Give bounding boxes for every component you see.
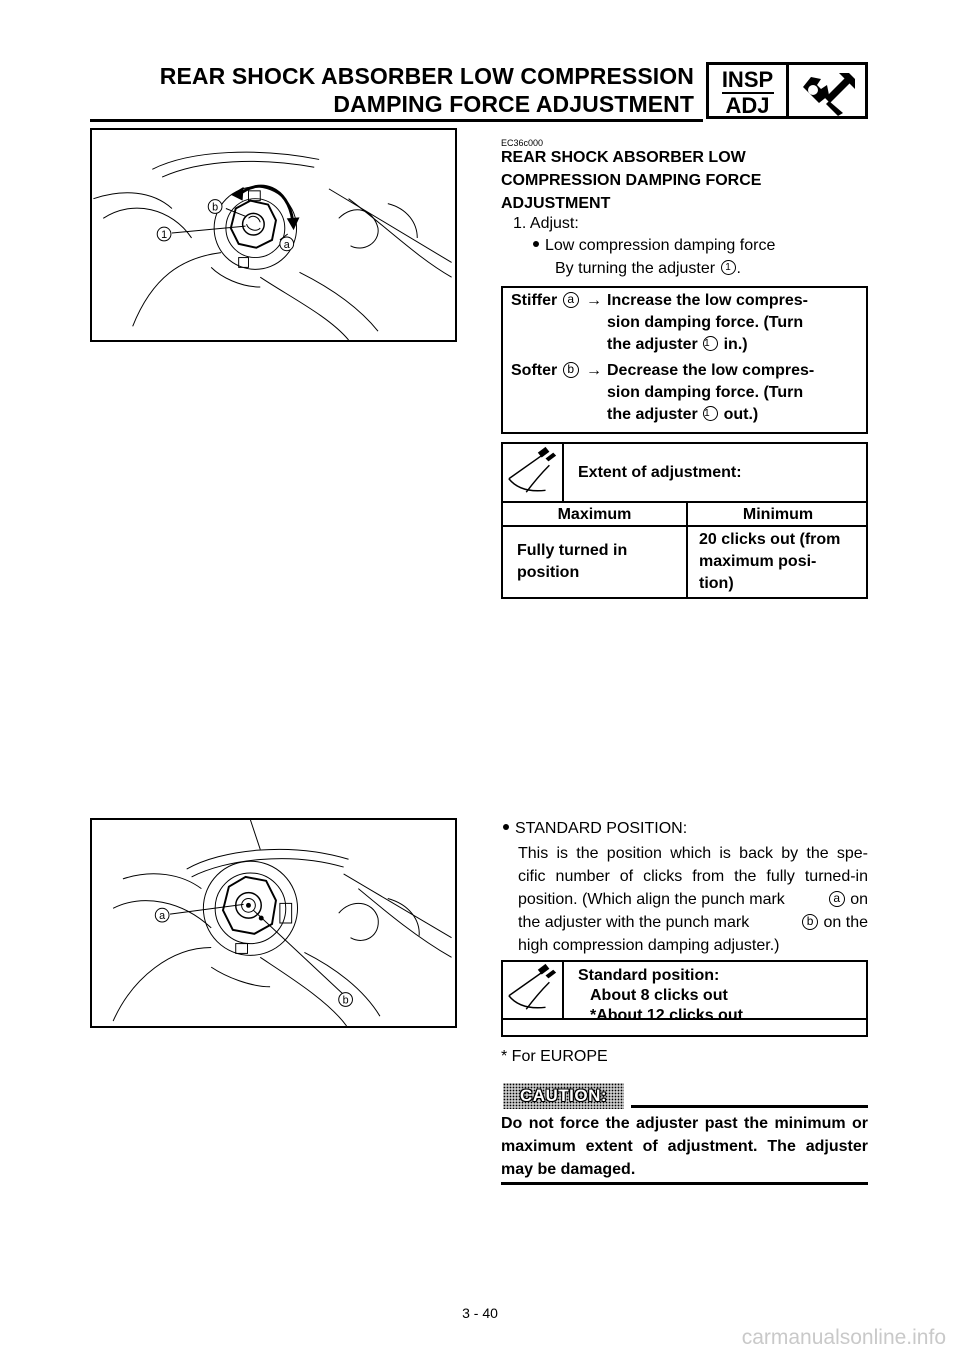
standard-desc-3-pre: position. (Which align the punch mark	[518, 891, 785, 908]
stiffer-line-1: Increase the low compres-	[607, 292, 808, 309]
ref-1: 1	[703, 336, 718, 351]
adjuster-drawing-2	[92, 820, 455, 1026]
stiffer-label: Stiffer	[511, 292, 558, 309]
ref-b: b	[563, 362, 579, 378]
softer-description	[607, 360, 867, 426]
standard-desc-line-4	[518, 911, 868, 934]
cell-minimum-line-1: 20 clicks out (from	[699, 531, 841, 548]
stiffer-label-cell	[511, 290, 587, 312]
ref-a: a	[563, 292, 579, 308]
extent-title: Extent of adjustment:	[578, 464, 742, 481]
callout-b: b	[212, 201, 219, 214]
callout-b-marker	[208, 200, 222, 214]
spec-icon-cell	[503, 444, 564, 501]
softer-line-2: sion damping force. (Turn	[607, 384, 804, 401]
standard-desc-3-post: on	[850, 891, 868, 908]
step-adjust: 1. Adjust:	[513, 215, 579, 232]
section-title-line-1: REAR SHOCK ABSORBER LOW	[501, 149, 746, 166]
softer-label: Softer	[511, 362, 558, 379]
badge-line-2: ADJ	[725, 93, 770, 118]
softer-label-cell	[511, 360, 587, 382]
footnote-europe: * For EUROPE	[501, 1048, 608, 1065]
standard-desc-3-tail	[828, 888, 868, 911]
adjuster-drawing-1	[92, 130, 455, 340]
bullet-dot	[533, 241, 539, 247]
table-rule	[503, 501, 866, 503]
caution-rule	[631, 1105, 868, 1108]
softer-line-1: Decrease the low compres-	[607, 362, 815, 379]
standard-desc-4-pre: the adjuster with the punch mark	[518, 914, 750, 931]
badge-line-1: INSP	[721, 67, 774, 92]
stiffer-line-3	[607, 334, 867, 356]
section-title-line-2: COMPRESSION DAMPING FORCE	[501, 172, 762, 189]
callout-1: 1	[161, 228, 168, 241]
spec-icon-cell	[503, 962, 564, 1018]
cell-minimum-line-3: tion)	[699, 575, 734, 592]
caliper-icon	[503, 962, 562, 1016]
adjuster-illustration-1	[90, 128, 457, 342]
caution-body: Do not force the adjuster past the minimum or maximum extent of adjustment. The adjuster may be damaged.	[501, 1115, 868, 1178]
callout-a-marker	[155, 908, 169, 922]
caliper-icon	[503, 444, 562, 499]
ref-1: 1	[703, 406, 718, 421]
callout-a: a	[283, 238, 290, 251]
standard-position-value-2: *About 12 clicks out	[590, 1007, 743, 1024]
softer-line-3-post: out.)	[723, 406, 759, 423]
section-title-line-3: ADJUSTMENT	[501, 195, 611, 212]
callout-a: a	[159, 910, 166, 923]
bullet-low-compression	[533, 235, 775, 257]
standard-position-value-1: About 8 clicks out	[590, 987, 728, 1004]
bullet-dot	[503, 824, 509, 830]
badge-text	[709, 65, 786, 116]
cell-maximum-line-2: position	[517, 564, 580, 581]
caution-label: CAUTION:	[519, 1086, 608, 1105]
header-rule	[90, 119, 703, 122]
bullet-standard-position	[503, 818, 687, 840]
bullet-sub-post: .	[736, 260, 741, 277]
stiffer-line-3-post: in.)	[723, 336, 748, 353]
callout-1-marker	[157, 227, 171, 241]
extent-of-adjustment-box	[501, 442, 868, 599]
wrench-tool-icon	[789, 65, 865, 116]
col-header-minimum: Minimum	[742, 506, 814, 523]
arrow-icon: →	[586, 292, 602, 309]
bullet-subtext	[555, 258, 741, 280]
header-title-line-1: REAR SHOCK ABSORBER LOW COMPRESSION	[159, 63, 694, 89]
standard-position-label: Standard position:	[578, 967, 720, 984]
stiffer-line-2: sion damping force. (Turn	[607, 314, 804, 331]
standard-position-box	[501, 960, 868, 1037]
standard-desc-4-tail	[801, 911, 868, 934]
standard-desc-line-3	[518, 888, 868, 911]
page-header-title	[160, 62, 694, 118]
cell-minimum-line-2: maximum posi-	[699, 553, 817, 570]
cell-maximum-line-1: Fully turned in	[517, 542, 628, 559]
section-badge	[706, 62, 868, 119]
standard-desc-line-1: This is the position which is back by the spe-	[518, 845, 868, 862]
callout-b: b	[342, 994, 349, 1007]
ref-b: b	[802, 914, 818, 930]
ref-a: a	[829, 891, 845, 907]
standard-desc-4-post: on the	[823, 914, 868, 931]
watermark: carmanualsonline.info	[741, 1326, 946, 1349]
callout-a-marker	[280, 237, 294, 251]
standard-desc-line-5: high compression damping adjuster.)	[518, 937, 780, 954]
standard-description	[518, 842, 868, 957]
stiffer-softer-box	[501, 286, 868, 434]
stiffer-line-3-pre: the adjuster	[607, 336, 698, 353]
cell-maximum	[517, 540, 682, 584]
header-title-line-2: DAMPING FORCE ADJUSTMENT	[333, 91, 694, 117]
stiffer-description	[607, 290, 867, 356]
callout-b-marker	[339, 993, 353, 1007]
arrow-icon: →	[586, 362, 602, 379]
bullet-text: Low compression damping force	[545, 237, 776, 254]
cell-minimum	[699, 529, 864, 595]
softer-line-3	[607, 404, 867, 426]
caution-badge	[503, 1083, 624, 1109]
page-number: 3 - 40	[462, 1305, 498, 1321]
section-code: EC36c000	[501, 138, 544, 148]
col-header-maximum: Maximum	[557, 506, 632, 523]
standard-bullet-text: STANDARD POSITION:	[515, 820, 688, 837]
section-title	[501, 146, 868, 215]
caution-bottom-rule	[501, 1182, 868, 1185]
ref-1: 1	[721, 260, 736, 275]
adjuster-illustration-2	[90, 818, 457, 1028]
softer-line-3-pre: the adjuster	[607, 406, 698, 423]
standard-desc-line-2: cific number of clicks from the fully turned-in	[518, 868, 868, 885]
bullet-sub-pre: By turning the adjuster	[555, 260, 716, 277]
